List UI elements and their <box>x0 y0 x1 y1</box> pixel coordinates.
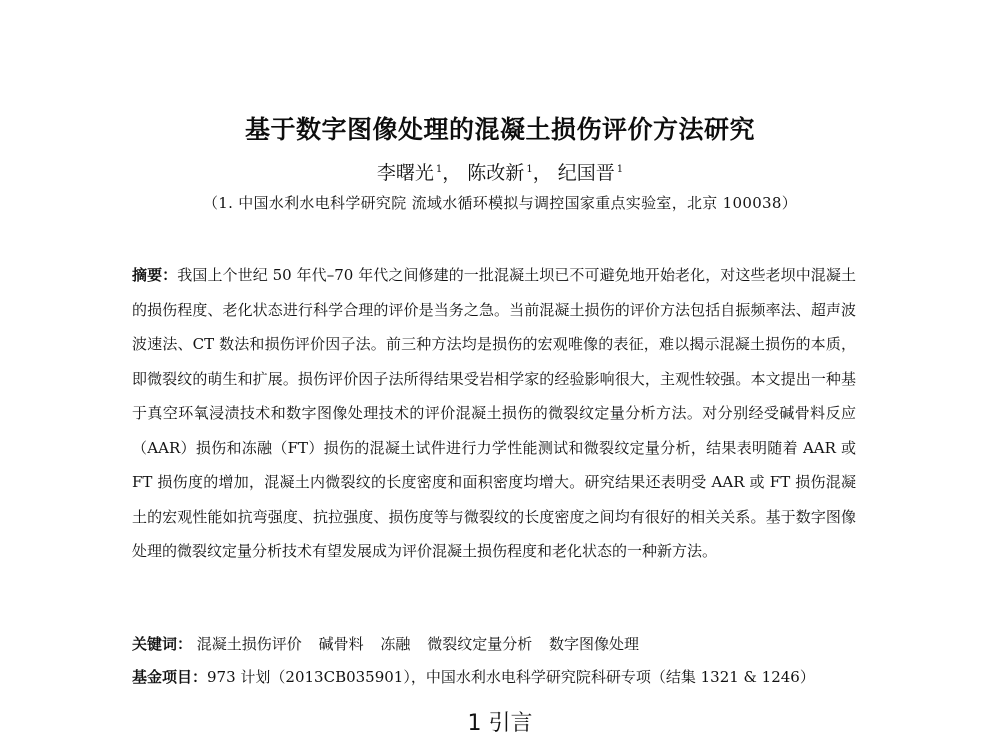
abstract-text: 我国上个世纪 50 年代–70 年代之间修建的一批混凝土坝已不可避免地开始老化，对这些老坝中混凝土的损伤程度、老化状态进行科学合理的评价是当务之急。当前混凝土损伤的评价方法包括自振频率法、超声波波速法、CT 数法和损伤评价因子法。前三种方法均是损伤的宏观唯像的表征，难以揭示混凝土损伤的本质，即微裂纹的萌生和扩展。损伤评价因子法所得结果受岩相学家的经验影响很大，主观性较强。本文提出一种基于真空环氧浸渍技术和数字图像处理技术的评价混凝土损伤的微裂纹定量分析方法。对分别经受碱骨料反应（AAR）损伤和冻融（FT）损伤的混凝土试件进行力学性能测试和微裂纹定量分析，结果表明随着 AAR 或 FT 损伤度的增加，混凝土内微裂纹的长度密度和面积密度均增大。研究结果还表明受 AAR 或 FT 损伤混凝土的宏观性能如抗弯强度、抗拉强度、损伤度等与微裂纹的长度密度之间均有很好的相关关系。基于数字图像处理的微裂纹定量分析技术有望发展成为评价混凝土损伤程度和老化状态的一种新方法。 <box>132 266 856 560</box>
author-1 <box>377 162 461 184</box>
author-list <box>0 158 1000 185</box>
keywords <box>132 633 892 654</box>
keyword: 微裂纹定量分析 <box>427 635 533 653</box>
author-3 <box>558 162 623 184</box>
author-affiliation-mark: 1 <box>616 163 624 175</box>
author-affiliation-mark: 1 <box>435 163 443 175</box>
author-separator: ， <box>442 162 462 184</box>
author-2 <box>467 162 551 184</box>
fund-text: 973 计划（2013CB035901），中国水利水电科学研究院科研专项（结集 1321 & 1246） <box>207 668 815 686</box>
keyword: 冻融 <box>380 635 411 653</box>
keywords-label: 关键词： <box>132 635 193 653</box>
affiliation: （1. 中国水利水电科学研究院 流域水循环模拟与调控国家重点实验室，北京 100038） <box>202 194 798 212</box>
keyword: 碱骨料 <box>318 635 364 653</box>
author-separator: ， <box>532 162 552 184</box>
fund-label: 基金项目： <box>132 668 208 686</box>
abstract <box>132 258 856 569</box>
author-name: 陈改新 <box>467 162 525 184</box>
author-affiliation-mark: 1 <box>526 163 533 175</box>
keyword: 混凝土损伤评价 <box>196 635 302 653</box>
section-heading-introduction: 1 引言 <box>467 711 533 736</box>
fund-project <box>132 666 912 687</box>
paper-title: 基于数字图像处理的混凝土损伤评价方法研究 <box>244 115 755 144</box>
abstract-label: 摘要： <box>132 266 178 284</box>
author-name: 纪国晋 <box>557 162 615 184</box>
author-name: 李曙光 <box>376 162 434 184</box>
keyword: 数字图像处理 <box>548 635 639 653</box>
